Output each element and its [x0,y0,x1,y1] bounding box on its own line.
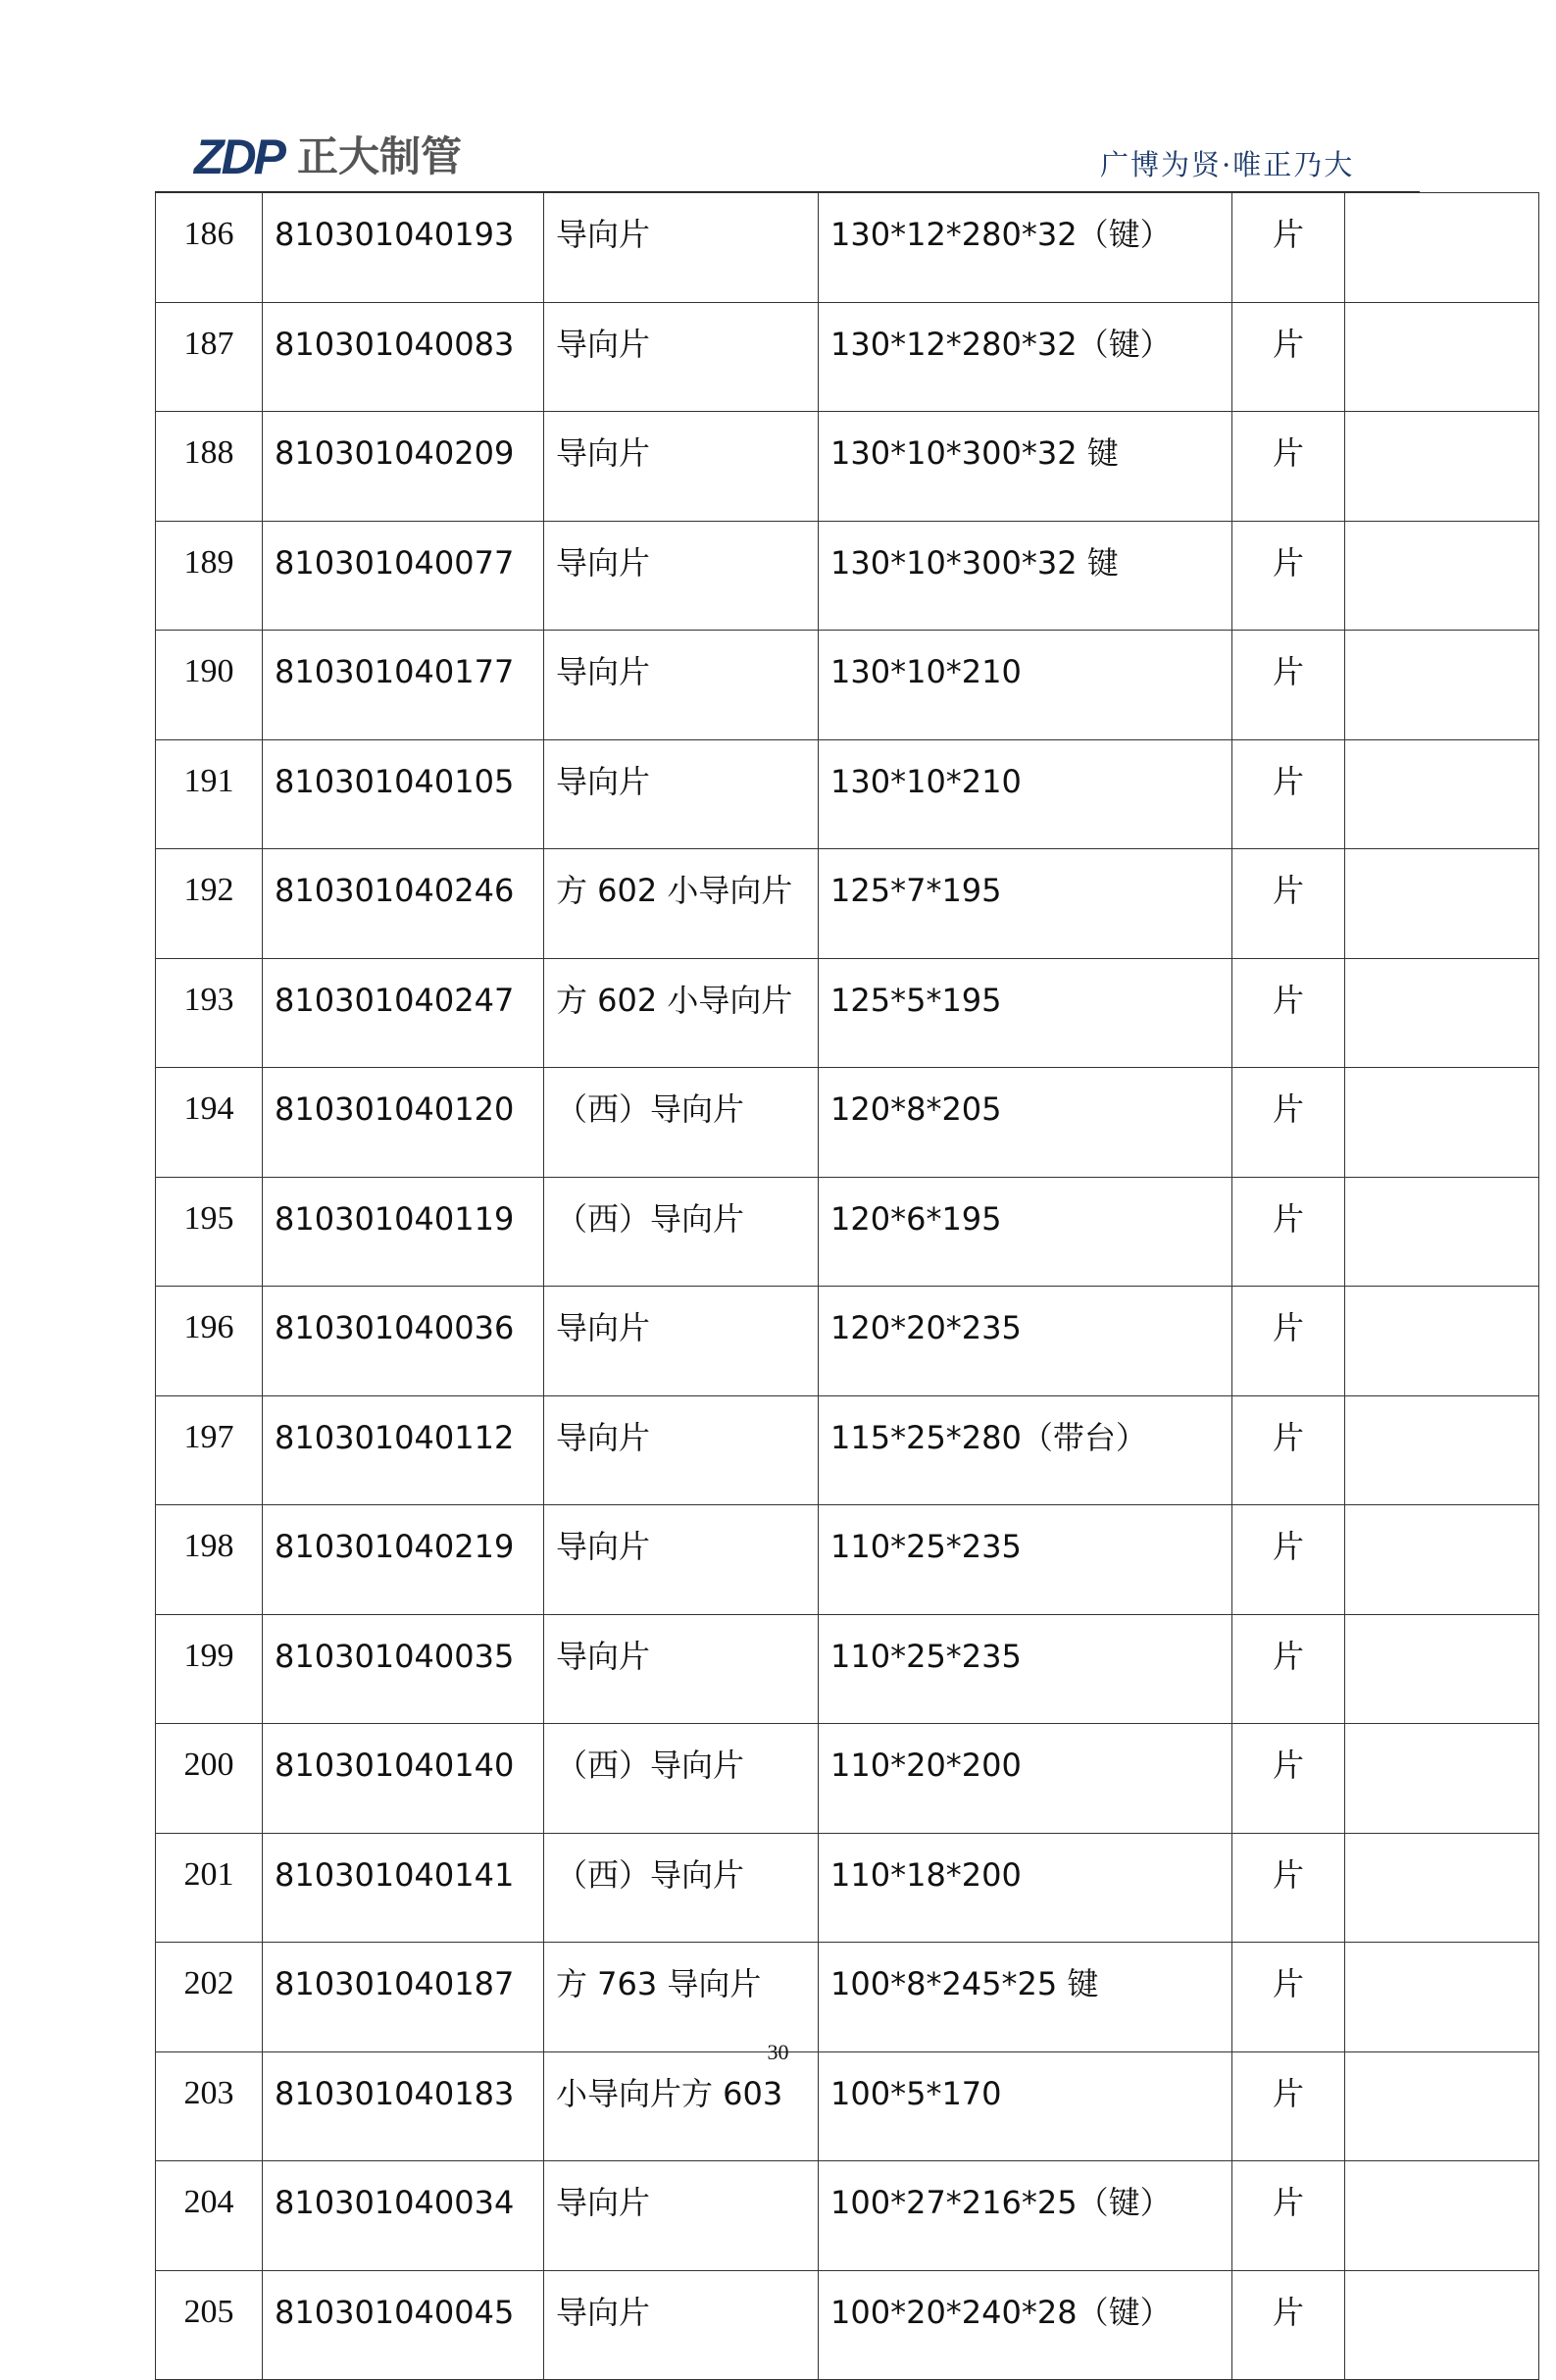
unit-cell: 片 [1232,958,1345,1068]
part-code-cell: 810301040112 [263,1395,544,1505]
logo-text: 正大制管 [297,132,463,180]
remark-cell [1345,412,1539,522]
part-code-cell: 810301040183 [263,2051,544,2161]
table-row [156,521,1539,631]
table-row [156,302,1539,412]
remark-cell [1345,1177,1539,1287]
part-code-cell: 810301040247 [263,958,544,1068]
remark-cell [1345,1068,1539,1178]
part-code-cell: 810301040105 [263,739,544,849]
part-name-cell: 导向片 [544,2270,819,2380]
remark-cell [1345,1724,1539,1834]
table-row [156,1614,1539,1724]
table-row [156,1177,1539,1287]
remark-cell [1345,521,1539,631]
unit-cell: 片 [1232,302,1345,412]
specification-cell: 130*10*210 [819,631,1232,740]
part-code-cell: 810301040077 [263,521,544,631]
row-number-cell: 188 [156,412,263,522]
part-code-cell: 810301040119 [263,1177,544,1287]
specification-cell: 100*27*216*25（键） [819,2161,1232,2271]
table-row [156,1724,1539,1834]
specification-cell: 125*7*195 [819,849,1232,959]
specification-cell: 100*8*245*25 键 [819,1943,1232,2052]
row-number-cell: 201 [156,1833,263,1943]
table-row [156,1943,1539,2052]
row-number-cell: 203 [156,2051,263,2161]
remark-cell [1345,2270,1539,2380]
row-number-cell: 204 [156,2161,263,2271]
part-name-cell: 导向片 [544,631,819,740]
part-name-cell: （西）导向片 [544,1068,819,1178]
part-name-cell: （西）导向片 [544,1833,819,1943]
row-number-cell: 191 [156,739,263,849]
unit-cell: 片 [1232,1395,1345,1505]
row-number-cell: 205 [156,2270,263,2380]
specification-cell: 110*20*200 [819,1724,1232,1834]
table-row [156,2270,1539,2380]
row-number-cell: 200 [156,1724,263,1834]
remark-cell [1345,1833,1539,1943]
table-row [156,958,1539,1068]
row-number-cell: 195 [156,1177,263,1287]
row-number-cell: 190 [156,631,263,740]
specification-cell: 115*25*280（带台） [819,1395,1232,1505]
remark-cell [1345,849,1539,959]
part-code-cell: 810301040246 [263,849,544,959]
row-number-cell: 198 [156,1505,263,1615]
table-row [156,193,1539,303]
part-name-cell: （西）导向片 [544,1724,819,1834]
remark-cell [1345,1287,1539,1396]
specification-cell: 130*10*300*32 键 [819,412,1232,522]
part-name-cell: （西）导向片 [544,1177,819,1287]
specification-cell: 120*20*235 [819,1287,1232,1396]
part-code-cell: 810301040219 [263,1505,544,1615]
part-name-cell: 导向片 [544,1395,819,1505]
unit-cell: 片 [1232,1943,1345,2052]
remark-cell [1345,631,1539,740]
unit-cell: 片 [1232,739,1345,849]
remark-cell [1345,2161,1539,2271]
table-row [156,1395,1539,1505]
table-row [156,1505,1539,1615]
part-code-cell: 810301040035 [263,1614,544,1724]
part-name-cell: 导向片 [544,1505,819,1615]
row-number-cell: 197 [156,1395,263,1505]
remark-cell [1345,1614,1539,1724]
part-name-cell: 小导向片方 603 [544,2051,819,2161]
part-name-cell: 导向片 [544,521,819,631]
part-code-cell: 810301040120 [263,1068,544,1178]
unit-cell: 片 [1232,521,1345,631]
specification-cell: 110*25*235 [819,1614,1232,1724]
specification-cell: 110*18*200 [819,1833,1232,1943]
table-row [156,1287,1539,1396]
row-number-cell: 189 [156,521,263,631]
unit-cell: 片 [1232,849,1345,959]
specification-cell: 100*20*240*28（键） [819,2270,1232,2380]
part-code-cell: 810301040034 [263,2161,544,2271]
unit-cell: 片 [1232,1614,1345,1724]
part-code-cell: 810301040141 [263,1833,544,1943]
logo-mark: ZDP [194,129,283,184]
table-row [156,2161,1539,2271]
remark-cell [1345,1505,1539,1615]
unit-cell: 片 [1232,631,1345,740]
part-name-cell: 导向片 [544,739,819,849]
remark-cell [1345,958,1539,1068]
part-name-cell: 方 602 小导向片 [544,849,819,959]
part-code-cell: 810301040083 [263,302,544,412]
specification-cell: 120*6*195 [819,1177,1232,1287]
part-name-cell: 导向片 [544,1614,819,1724]
page-number: 30 [767,2040,789,2064]
remark-cell [1345,2051,1539,2161]
table-row [156,849,1539,959]
table-row [156,739,1539,849]
part-name-cell: 导向片 [544,2161,819,2271]
table-row [156,2051,1539,2161]
specification-cell: 130*12*280*32（键） [819,193,1232,303]
remark-cell [1345,739,1539,849]
row-number-cell: 202 [156,1943,263,2052]
part-name-cell: 导向片 [544,1287,819,1396]
unit-cell: 片 [1232,2270,1345,2380]
row-number-cell: 194 [156,1068,263,1178]
unit-cell: 片 [1232,412,1345,522]
specification-cell: 100*5*170 [819,2051,1232,2161]
specification-cell: 110*25*235 [819,1505,1232,1615]
unit-cell: 片 [1232,1287,1345,1396]
unit-cell: 片 [1232,1505,1345,1615]
row-number-cell: 193 [156,958,263,1068]
unit-cell: 片 [1232,1724,1345,1834]
row-number-cell: 192 [156,849,263,959]
header-slogan: 广博为贤·唯正乃大 [1100,148,1355,181]
specification-cell: 120*8*205 [819,1068,1232,1178]
part-name-cell: 方 602 小导向片 [544,958,819,1068]
part-code-cell: 810301040193 [263,193,544,303]
part-code-cell: 810301040036 [263,1287,544,1396]
specification-cell: 125*5*195 [819,958,1232,1068]
row-number-cell: 199 [156,1614,263,1724]
part-code-cell: 810301040187 [263,1943,544,2052]
remark-cell [1345,1395,1539,1505]
part-code-cell: 810301040209 [263,412,544,522]
remark-cell [1345,1943,1539,2052]
part-code-cell: 810301040140 [263,1724,544,1834]
row-number-cell: 196 [156,1287,263,1396]
unit-cell: 片 [1232,2161,1345,2271]
table-row [156,412,1539,522]
table-row [156,1833,1539,1943]
unit-cell: 片 [1232,1068,1345,1178]
unit-cell: 片 [1232,193,1345,303]
part-name-cell: 导向片 [544,193,819,303]
unit-cell: 片 [1232,1833,1345,1943]
part-name-cell: 方 763 导向片 [544,1943,819,2052]
part-code-cell: 810301040177 [263,631,544,740]
specification-cell: 130*10*300*32 键 [819,521,1232,631]
table-row [156,1068,1539,1178]
table-row [156,631,1539,740]
remark-cell [1345,193,1539,303]
part-name-cell: 导向片 [544,412,819,522]
specification-cell: 130*10*210 [819,739,1232,849]
remark-cell [1345,302,1539,412]
part-code-cell: 810301040045 [263,2270,544,2380]
row-number-cell: 186 [156,193,263,303]
part-name-cell: 导向片 [544,302,819,412]
row-number-cell: 187 [156,302,263,412]
company-logo [194,129,463,184]
specification-cell: 130*12*280*32（键） [819,302,1232,412]
unit-cell: 片 [1232,1177,1345,1287]
unit-cell: 片 [1232,2051,1345,2161]
